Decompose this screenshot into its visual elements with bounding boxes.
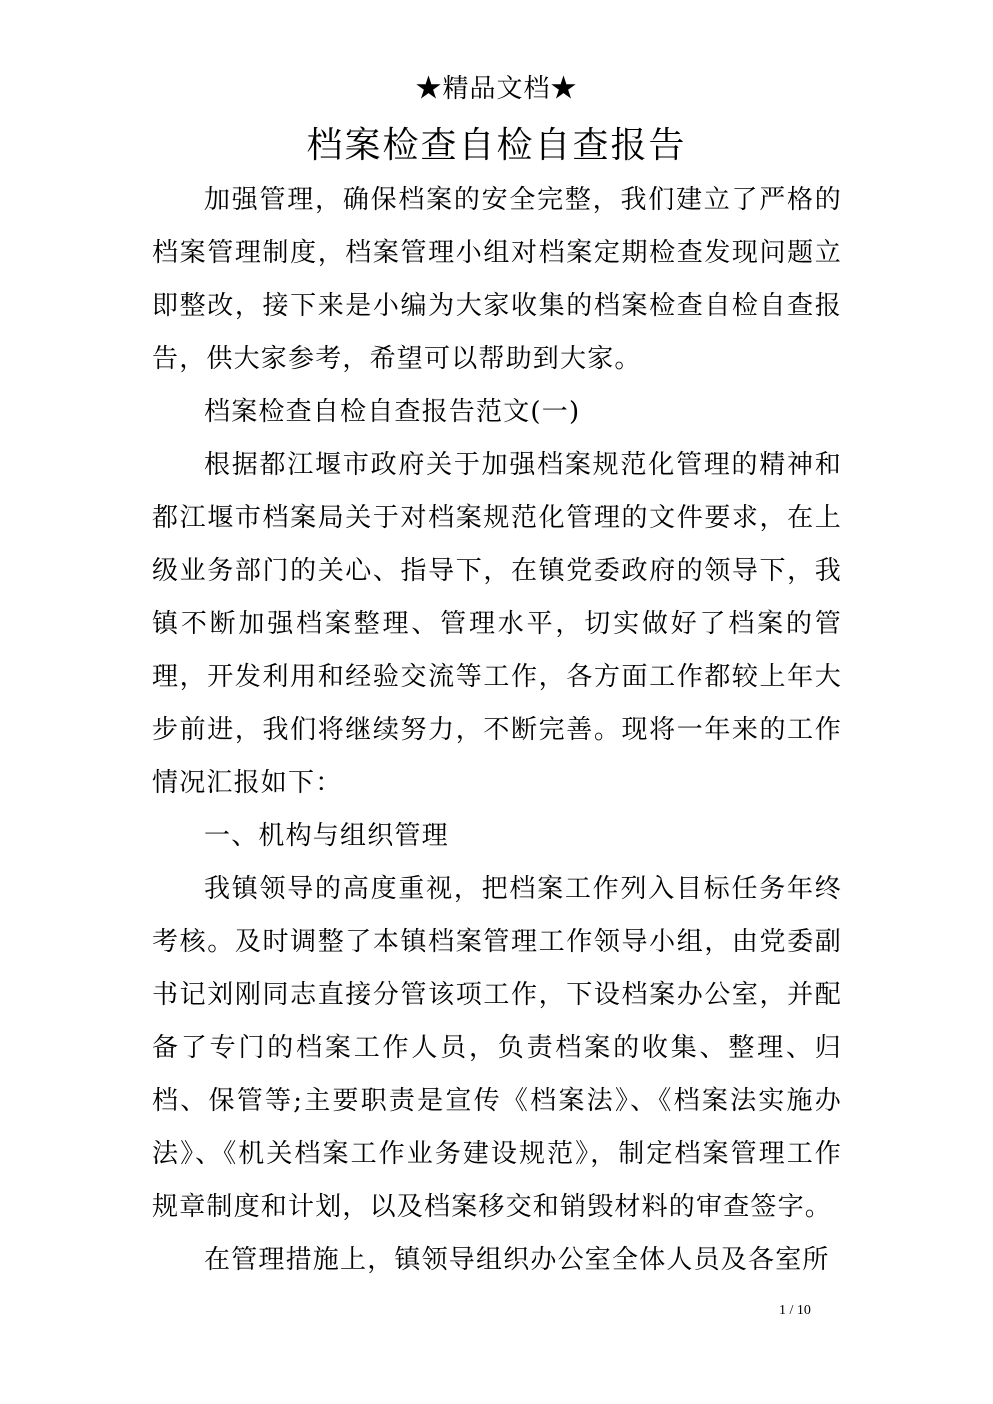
document-body <box>152 174 842 1287</box>
header-mark: ★精品文档★ <box>415 74 578 104</box>
page-title: 档案检查自检自查报告 <box>306 125 687 166</box>
paragraph-intro: 加强管理，确保档案的安全完整，我们建立了严格的档案管理制度，档案管理小组对档案定期检查发现问题立即整改，接下来是小编为大家收集的档案检查自检自查报告，供大家参考，希望可以帮助到大家。 <box>152 185 842 374</box>
paragraph-organization: 我镇领导的高度重视，把档案工作列入目标任务年终考核。及时调整了本镇档案管理工作领导小组，由党委副书记刘刚同志直接分管该项工作，下设档案办公室，并配备了专门的档案工作人员，负责档案的收集、整理、归档、保管等;主要职责是宣传《档案法》、《档案法实施办法》、《机关档案工作业务建设规范》，制定档案管理工作规章制度和计划，以及档案移交和销毁材料的审查签字。 <box>152 874 842 1222</box>
paragraph-background: 根据都江堰市政府关于加强档案规范化管理的精神和都江堰市档案局关于对档案规范化管理的文件要求，在上级业务部门的关心、指导下，在镇党委政府的领导下，我镇不断加强档案整理、管理水平，切实做好了档案的管理，开发利用和经验交流等工作，各方面工作都较上年大步前进，我们将继续努力，不断完善。现将一年来的工作情况汇报如下： <box>152 450 842 798</box>
paragraph-measures: 在管理措施上，镇领导组织办公室全体人员及各室所 <box>204 1245 830 1275</box>
page-number: 1 / 10 <box>779 1303 811 1318</box>
section-heading-sample-one: 档案检查自检自查报告范文(一) <box>204 397 581 427</box>
section-heading-organization: 一、机构与组织管理 <box>204 821 449 851</box>
